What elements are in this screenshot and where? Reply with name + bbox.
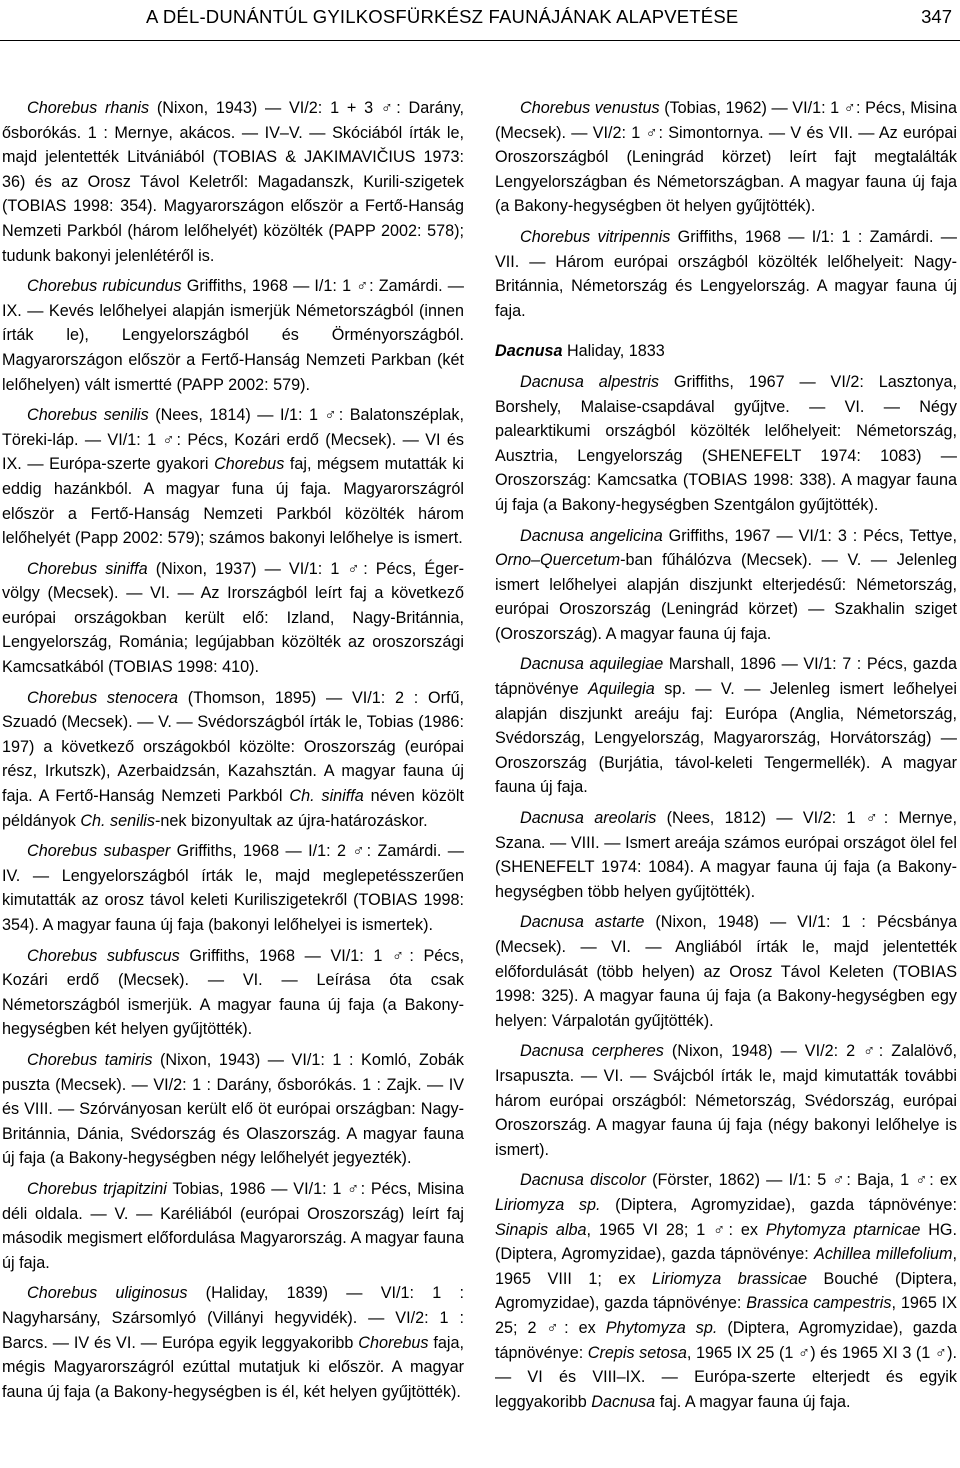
species-entry-chorebus-trjapitzini: Chorebus trjapitzini Tobias, 1986 — VI/1: 1 ♂: Pécs, Misina déli oldala. — V. — Karéliából (európai Oroszország) leírt faj második megismert előfordulása Magyarország. A magyar fauna új faja. <box>2 1179 464 1272</box>
species-entry-chorebus-stenocera: Chorebus stenocera (Thomson, 1895) — VI/1: 2 : Orfű, Szuadó (Mecsek). — V. — Svédországból írták le, Tobias (1986: 197) a következő országokból közölte: Oroszország (európai rész, Irkutszk), Azerbaidzsán, Kazahsztán. A magyar fauna új faja. A Fertő-Hanság Nemzeti Parkból Ch. siniffa néven közölt példányok Ch. senilis-nek bizonyultak az újra-határozáskor. <box>2 688 464 830</box>
species-entry-chorebus-vitripennis: Chorebus vitripennis Griffiths, 1968 — I/1: 1 : Zamárdi. — VII. — Három európai országból közölték lelőhelyeit: Nagy-Británnia, Németország és Lengyelország. A magyar fauna új faja. <box>495 227 957 320</box>
running-header-title: A DÉL-DUNÁNTÚL GYILKOSFÜRKÉSZ FAUNÁJÁNAK ALAPVETÉSE <box>146 6 739 27</box>
species-entry-chorebus-subfuscus: Chorebus subfuscus Griffiths, 1968 — VI/1: 1 ♂: Pécs, Kozári erdő (Mecsek). — VI. — Leírása óta csak Németországból ismerjük. A magyar fauna új faja (a Bakony-hegységben két helyen gyűjtötték). <box>2 946 464 1039</box>
species-entry-dacnusa-discolor: Dacnusa discolor (Förster, 1862) — I/1: 5 ♂: Baja, 1 ♂: ex Liriomyza sp. (Diptera, Agromyzidae), gazda tápnövénye: Sinapis alba, 1965 VI 28; 1 ♂: ex Phytomyza ptarnicae HG. (Diptera, Agromyzidae), gazda tápnövénye: Achillea millefolium, 1965 VIII 1; ex Liriomyza brassicae Bouché (Diptera, Agromyzidae), gazda tápnövénye: Brassica campestris, 1965 IX 25; 2 ♂: ex Phytomyza sp. (Diptera, Agromyzidae), gazda tápnövénye: Crepis setosa, 1965 IX 25 (1 ♂) és 1965 XI 3 (1 ♂). — VI és VIII–IX. — Európa-szerte elterjedt és egyik leggyakoribb Dacnusa faj. A magyar fauna új faja. <box>495 1171 958 1411</box>
genus-heading-dacnusa: Dacnusa Haliday, 1833 <box>495 342 665 361</box>
species-entry-chorebus-rubicundus: Chorebus rubicundus Griffiths, 1968 — I/1: 1 ♂: Zamárdi. — IX. — Kevés lelőhelyei alapján ismerjük Németországból (innen írták le), Lengyelországból és Örményországból. Magyarországon először a Fertő-Hanság Nemzeti Parkban (két lelőhelyen) vált ismertté (PAPP 2002: 579). <box>2 277 464 394</box>
page-number: 347 <box>921 6 952 27</box>
running-header <box>0 0 960 41</box>
species-entry-dacnusa-astarte: Dacnusa astarte (Nixon, 1948) — VI/1: 1 : Pécsbánya (Mecsek). — VI. — Angliából írták le, majd jelentették előfordulását (több helyen) az Orosz Távol Keleten (TOBIAS 1998: 325). A magyar fauna új faja (a Bakony-hegységben egy helyen: Várpalotán gyűjtötték). <box>495 913 958 1030</box>
left-column <box>2 96 464 1410</box>
species-entry-chorebus-tamiris: Chorebus tamiris (Nixon, 1943) — VI/1: 1 : Komló, Zobák puszta (Mecsek). — VI/2: 1 : Darány, ősborókás. 1 : Zajk. — IV és VIII. — Szórványosan került elő öt európai országban: Nagy-Británnia, Dánia, Svédország és Olaszország. A magyar fauna új faja (a Bakony-hegységben négy lelőhelyét jegyezték). <box>2 1050 464 1168</box>
species-entry-dacnusa-areolaris: Dacnusa areolaris (Nees, 1812) — VI/2: 1 ♂: Mernye, Szana. — VIII. — Ismert areája számos európai országot ölel fel (SHENEFELT 1974: 1084). A magyar fauna új faja (a Bakony-hegységben több helyen gyűjtötték). <box>495 809 958 901</box>
species-entry-chorebus-uliginosus: Chorebus uliginosus (Haliday, 1839) — VI/1: 1 : Nagyharsány, Szársomlyó (Villányi hegyvidék). — VI/2: 1 : Barcs. — IV és VI. — Európa egyik leggyakoribb Chorebus faja, mégis Magyarországról ezúttal mutatjuk ki először. A magyar fauna új faja (a Bakony-hegységben is él, két helyen gyűjtötték). <box>2 1284 464 1401</box>
species-entry-chorebus-siniffa: Chorebus siniffa (Nixon, 1937) — VI/1: 1 ♂: Pécs, Éger-völgy (Mecsek). — VI. — Az Irországból leírt faj a következő európai országokban került elő: Izland, Nagy-Británnia, Lengyelország, Románia; legújabban közölték az oroszországi Kamcsatkából (TOBIAS 1998: 410). <box>2 559 464 677</box>
right-column <box>495 96 957 1420</box>
species-entry-dacnusa-aquilegiae: Dacnusa aquilegiae Marshall, 1896 — VI/1: 7 : Pécs, gazda tápnövénye Aquilegia sp. — V. — Jelenleg ismert leőhelyei alapján diszjunkt areáju faj: Európa (Anglia, Németország, Svédország, Lengyelország, Magyarország, Horvátország) — Oroszország (Burjátia, távol-keleti Tengermellék). A magyar fauna új faja. <box>495 655 957 797</box>
species-entry-dacnusa-cerpheres: Dacnusa cerpheres (Nixon, 1948) — VI/2: 2 ♂: Zalalövő, Irsapuszta. — VI. — Svájcból írták le, majd kimutatták további három európai országból: Németország, Svédország, európai Oroszország. A magyar fauna új faja (négy bakonyi lelőhelye is ismert). <box>495 1042 957 1159</box>
species-entry-chorebus-venustus: Chorebus venustus (Tobias, 1962) — VI/1: 1 ♂: Pécs, Misina (Mecsek). — VI/2: 1 ♂: Simontornya. — V és VII. — Az európai Oroszországból (Leningrád körzet) leírt fajt megtalálták Lengyelországban és Németországban. A magyar fauna új faja (a Bakony-hegységben öt helyen gyűjtötték). <box>495 99 957 216</box>
species-entry-chorebus-subasper: Chorebus subasper Griffiths, 1968 — I/1: 2 ♂: Zamárdi. — IV. — Lengyelországból írták le, majd meglepetésszerűen kimutatták az orosz távol keleti Kuriliszigetekről (TOBIAS 1998: 354). A magyar fauna új faja (bakonyi lelőhelyei is ismertek). <box>2 842 464 934</box>
species-entry-chorebus-rhanis: Chorebus rhanis (Nixon, 1943) — VI/2: 1 + 3 ♂: Darány, ősborókás. 1 : Mernye, akácos. — IV–V. — Skóciából írták le, majd jelentették Litvániából (TOBIAS & JAKIMAVIČIUS 1973: 36) és az Orosz Távol Keletről: Magadanszk, Kurili-szigetek (TOBIAS 1998: 354). Magyarországon először a Fertő-Hanság Nemzeti Parkból (három lelőhelyét) közölték (PAPP 2002: 578); tudunk bakonyi jelenlétéről is. <box>2 99 464 265</box>
species-entry-dacnusa-angelicina: Dacnusa angelicina Griffiths, 1967 — VI/1: 3 : Pécs, Tettye, Orno–Quercetum-ban fűhálózva (Mecsek). — V. — Jelenleg ismert lelőhelyei alapján diszjunkt elterjedésű: Németország, európai Oroszország (Leningrád körzet) — Szakhalin sziget (Oroszország). A magyar fauna új faja. <box>495 526 957 643</box>
species-entry-chorebus-senilis: Chorebus senilis (Nees, 1814) — I/1: 1 ♂: Balatonszéplak, Töreki-láp. — VI/1: 1 ♂: Pécs, Kozári erdő (Mecsek). — VI és IX. — Európa-szerte gyakori Chorebus faj, mégsem mutatták ki eddig hazánkból. A magyar funa új faja. Magyarországról először a Fertő-Hanság Nemzeti Parkból közölték három lelőhelyét (Papp 2002: 579); számos bakonyi lelőhelye is ismert. <box>2 406 464 548</box>
species-entry-dacnusa-alpestris: Dacnusa alpestris Griffiths, 1967 — VI/2: Lasztonya, Borshely, Malaise-csapdával gyűjtve. — VI. — Négy palearktikumi országból közölték lelőhelyeit: Németország, Ausztria, Lengyelország (SHENEFELT 1974: 1083) — Oroszország: Kamcsatka (TOBIAS 1998: 338). A magyar fauna új faja (a Bakony-hegységben Szentgálon gyűjtötték). <box>495 372 957 514</box>
